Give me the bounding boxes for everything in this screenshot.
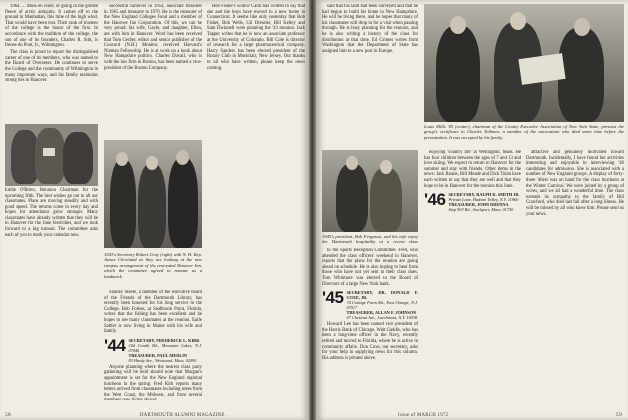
- column-4-text: said that his land had been surveyed and that he had begun to build his home in New Hampshire. He will be living there, and he hopes that many of his classmates will drop in for a visit when passing through. He is busy planning for the reunion, and he is also writing a history of the class for distribution at that time. Ed Grimes writes from Washington that the Department of State has assigned him to a new post in Europe.: [322, 4, 418, 54]
- right-page-number: 59: [615, 412, 622, 418]
- column-3-text: Bob Fisher's widow Carol has written to say that she and the boys have moved to a new home in Connecticut. It seems like only yesterday that Bob Fisher, Bob Wells, Gil Dressler, Bill Kelley and Sam Dwinnell were planning the '43 reunion. Jack Tapper writes that he is now an associate professor at the University of Colorado. Bill Cole is director of research for a large pharmaceutical company. Harry Sanders has been elected president of the Rotary Club in Montclair, New Jersey. Our thanks to all who have written; please keep the news coming.: [207, 4, 305, 71]
- class-45-treasurer: TREASURER, ALLAN F. JOHNSON: [346, 310, 417, 316]
- class-46-address: Private Lane, Hudson Valley, N.Y. 11960: [448, 197, 519, 203]
- meeting-photo: [424, 4, 624, 122]
- left-page-number: 58: [5, 412, 12, 418]
- left-magazine-title: DARTMOUTH ALUMNI MAGAZINE: [140, 413, 225, 418]
- column-1-bottom-text: Eddie O'Brien, Reunion Chairman for the upcoming 30th. The best wishes go out to all our classmates. Plans are moving steadily and with good speed. The returns come in every day and hopes for attendance grow stronger. Many classmates have already written that they will be in Hanover for the June festivities, and we look forward to a big turnout. The committee asks each of you to mark your calendar now.: [5, 187, 98, 238]
- column-6: [526, 150, 624, 400]
- football-players-photo: [5, 124, 98, 186]
- right-page: [316, 0, 628, 420]
- right-issue-line: Issue of MARCH 1972: [398, 413, 449, 418]
- column-2-lower: [104, 290, 202, 400]
- column-1-top-text: 1964. ... Muss en route, or going in the golden fleece of arctic antiquity. It comes off to the ground in Manhattan, this time of the high wind. That would have been lost. Their rank of trustees of the college is the honor of the first. In accordance with the tradition of the college, the son of one of its founders, Charles R. Stitt, is Irenee du Pont, Jr., Wilmington.: [5, 4, 98, 49]
- column-5-bottom-text: enjoying 'country life' in Wellington, Mass. He has four children between the ages of 7 and 13 and love skiing. We expect to return to Hanover for the summer and stay with friends. Other items in the news: Jack Roane, Bill Meade and Dick Tolan have each written to say that they are well and that they hope to be in Hanover for the reunion this June.: [424, 150, 521, 189]
- class-45-secretary: SECRETARY, DR. DONALD F. COXE, JR.: [346, 290, 418, 301]
- column-2-bottom-text: Stanley Steele, a member of the executive board of the Friends of the Dartmouth Library, has recently been honored for his long service to the College. Bob Forbes, at Sealbrook Point, Florida, writes that the fishing has been excellent and he hopes to see many classmates at the reunion. Earle Sattler is now living in Maine with his wife and family.: [104, 290, 202, 335]
- left-page: [0, 0, 309, 420]
- class-46-treasurer: TREASURER, JOHN DRENNA: [448, 202, 509, 208]
- spine-gutter: [309, 0, 316, 420]
- column-2-text: successful turnover in 1954, associate treasurer in 1965 and treasurer in 1970. He is the treasurer of the New England Colleges Fund and a member of the Hanover Inn Corporation. Of this, we can be very proud; his wife, Gayle, and daughter, Ellen, are with him in Hanover. Word has been received that Tom Gerber, editor and senior publisher of the Concord (N.H.) Monitor, received Harvard's Nieman Fellowship. He is at work on a book about New Hampshire politics. Charles Duvall, who is with the law firm in Boston, has been named a vice-president of the Boston Company.: [104, 4, 202, 71]
- meeting-photo-caption: Louis Mills '45 (center), chairman of the County Executive Association of New York State, presents the group's certificate to Charles Tollman, a member of the association who died some time before the presentation. It was accepted by his family.: [424, 124, 624, 140]
- class-45-year: '45: [322, 288, 344, 308]
- column-4-lower: [322, 248, 418, 400]
- class-44-year: '44: [104, 335, 126, 355]
- column-5-text: Howard Lee has been named vice president of the Harris Bank of Chicago. Walt Gaddis, who has been a long-time officer in the Navy, recently retired and moved to Florida, where he is active in community affairs. Don Coxe, our secretary, asks for your help in supplying news for this column. His address is printed above.: [322, 322, 418, 361]
- column-1-text: The class is proud to report the distinguished career of one of its members, who was named to the Board of Overseers. He continues to serve the College and the community of Wilmington in many important ways, and his family maintains strong ties to Hanover.: [5, 50, 98, 84]
- class-44-header: [104, 335, 202, 363]
- class-44-treasurer-address: 83 Hardy Ave., Westwood, Mass. 02090: [128, 357, 197, 363]
- couple-photo: [322, 150, 418, 232]
- column-2-photo-caption: 1943's Secretary Robert Gray (right) with N. H. Rep. James Cleveland as they are looking at the new campus arrangement of the renovated Hanover Inn, which the committee agreed to rename as a landmark.: [104, 252, 202, 279]
- class-45-address: 74 Cottage Farm Rd., East Orange, N.J. 07017: [346, 300, 418, 311]
- class-46-header: [424, 192, 521, 212]
- column-2-bottom-text-2: Anyone planning where the nearest class party gathering will be held should note that Morgan's appointment is set for the New England regional luncheon in the spring. Fred Kirk reports many letters arrived from classmates including notes from the West Coast, the Midwest, and from several: [104, 364, 202, 398]
- column-4-photo-caption: 1945's president, Bob Ferguson, and his wife enjoy the Dartmouth hospitality at a recent class: [322, 234, 418, 245]
- class-44-address: Old Condit Rd., Mountain Lakes, N.J. 07046: [128, 342, 202, 353]
- column-6-text: attractive and genuinely motivated toward Dartmouth. Incidentally, I have found her activities interesting and enjoyable in interviewing '46 candidates for admission. She is associated with a number of New England groups. A display of forty-three '46ers was on hand for the class luncheon at the Winter Carnival. We were joined by a group of wives, and we all had a wonderful time. The class extends its sympathy to the family of Bill Crawford, who died last fall after a long illness. He will be missed by all who knew him. Please send us your news.: [526, 150, 624, 217]
- class-45-treasurer-address: 47 Chestnut Ave., Larchmont, N.Y. 10538: [346, 315, 418, 321]
- column-4-bottom-text: to the Sports Reception Committee. Fred, who attended the class officers' weekend in Hanover, reports that the plans for the reunion are going ahead on schedule. He is also hoping to hear from those who have not yet sent in their class dues. Tom Whitmore was elected to the Board of Directors of a large New York bank.: [322, 248, 418, 287]
- group-photo-men: [104, 140, 202, 248]
- column-1: [5, 4, 98, 404]
- column-5: [424, 150, 521, 400]
- class-46-secretary: SECRETARY, RALPH K. SMITH JR.: [448, 192, 520, 198]
- class-44-officers: [128, 338, 202, 363]
- class-46-officers: [448, 192, 519, 212]
- class-46-treasurer-address: Stop 903 Rd., Stockport, Mass. 01750: [448, 207, 514, 213]
- class-46-year: '46: [424, 190, 446, 210]
- column-3: [207, 4, 305, 404]
- class-45-officers: [346, 290, 418, 320]
- class-45-header: [322, 290, 418, 320]
- class-44-treasurer: TREASURER, PAUL MEDLIN: [128, 352, 187, 358]
- class-44-secretary: SECRETARY, FREDERICK L. KIRK: [128, 337, 200, 343]
